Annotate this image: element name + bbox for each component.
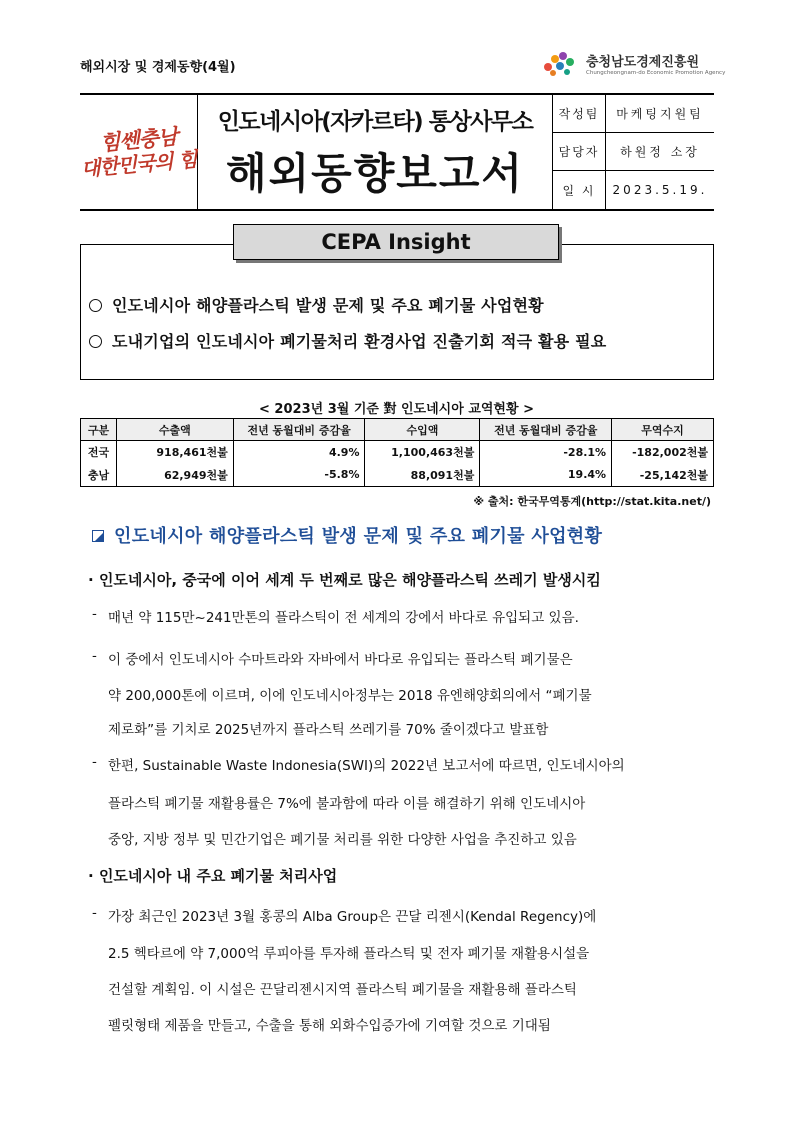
paragraph-line: 약 200,000톤에 이르며, 이에 인도네시아정부는 2018 유엔해양회의에서 “폐기물 bbox=[108, 688, 592, 704]
paragraph-line: 매년 약 115만~241만톤의 플라스틱이 전 세계의 강에서 바다로 유입되고 있음. bbox=[108, 610, 579, 626]
meta-row-date bbox=[552, 171, 714, 209]
table-cell: 19.4% bbox=[480, 464, 612, 487]
paragraph-line: 가장 최근인 2023년 3월 홍콩의 Alba Group은 끈달 리젠시(Kendal Regency)에 bbox=[108, 909, 597, 925]
meta-value: 2023.5.19. bbox=[612, 183, 708, 197]
insight-item-text: 도내기업의 인도네시아 폐기물처리 환경사업 진출기회 적극 활용 필요 bbox=[112, 332, 607, 351]
table-cell: -28.1% bbox=[480, 441, 612, 464]
bullet-mark: · bbox=[88, 867, 94, 885]
paragraph-line: 플라스틱 폐기물 재활용률은 7%에 불과함에 따라 이를 해결하기 위해 인도네시아 bbox=[108, 796, 586, 812]
circle-bullet-icon bbox=[89, 299, 102, 312]
trade-table bbox=[80, 418, 714, 487]
table-cell: -182,002천불 bbox=[612, 441, 714, 464]
insight-title: CEPA Insight bbox=[233, 224, 559, 260]
column-header: 전년 동월대비 증감율 bbox=[233, 419, 365, 441]
source-note: ※ 출처: 한국무역통계(http://stat.kita.net/) bbox=[473, 495, 711, 508]
report-meta-table bbox=[552, 95, 714, 209]
table-cell: 88,091천불 bbox=[365, 464, 480, 487]
section-heading-text: 인도네시아 해양플라스틱 발생 문제 및 주요 폐기물 사업현황 bbox=[114, 526, 603, 547]
agency-name-english: Chungcheongnam-do Economic Promotion Agency bbox=[586, 70, 726, 76]
paragraph-line: 2.5 헥타르에 약 7,000억 루피아를 투자해 플라스틱 및 전자 폐기물 재활용시설을 bbox=[108, 946, 590, 962]
insight-item-text: 인도네시아 해양플라스틱 발생 문제 및 주요 폐기물 사업현황 bbox=[112, 296, 544, 315]
column-header: 전년 동월대비 증감율 bbox=[480, 419, 612, 441]
table-cell: 충남 bbox=[81, 464, 117, 487]
table-cell: -25,142천불 bbox=[612, 464, 714, 487]
dash-mark: - bbox=[92, 905, 97, 921]
bullet-heading-text: 인도네시아, 중국에 이어 세계 두 번째로 많은 해양플라스틱 쓰레기 발생시킴 bbox=[98, 571, 601, 589]
bullet-heading bbox=[88, 569, 601, 590]
section-marker-icon bbox=[92, 530, 104, 542]
column-header: 수출액 bbox=[116, 419, 233, 441]
trade-table-caption: < 2023년 3월 기준 對 인도네시아 교역현황 > bbox=[259, 402, 534, 417]
paragraph-line: 제로화”를 기치로 2025년까지 플라스틱 쓰레기를 70% 줄이겠다고 발표함 bbox=[108, 722, 549, 738]
column-header: 무역수지 bbox=[612, 419, 714, 441]
report-header bbox=[80, 93, 714, 211]
meta-label: 담당자 bbox=[553, 133, 606, 170]
table-cell: 전국 bbox=[81, 441, 117, 464]
circle-bullet-icon bbox=[89, 335, 102, 348]
paragraph-line: 이 중에서 인도네시아 수마트라와 자바에서 바다로 유입되는 플라스틱 폐기물은 bbox=[108, 652, 573, 668]
dash-mark: - bbox=[92, 606, 97, 622]
report-title: 해외동향보고서 bbox=[225, 149, 524, 198]
dash-mark: - bbox=[92, 754, 97, 770]
table-cell: -5.8% bbox=[233, 464, 365, 487]
insight-item bbox=[89, 329, 606, 352]
section-heading bbox=[92, 522, 602, 548]
header-titles bbox=[198, 95, 552, 209]
table-header-row bbox=[81, 419, 714, 441]
table-cell: 918,461천불 bbox=[116, 441, 233, 464]
slogan-line-1: 힘쎈충남 bbox=[98, 124, 178, 156]
bullet-mark: · bbox=[88, 571, 94, 589]
report-series-label: 해외시장 및 경제동향(4월) bbox=[80, 60, 236, 75]
dash-mark: - bbox=[92, 648, 97, 664]
insight-item bbox=[89, 293, 544, 316]
table-cell: 62,949천불 bbox=[116, 464, 233, 487]
agency-logo bbox=[540, 48, 726, 84]
paragraph-line: 한편, Sustainable Waste Indonesia(SWI)의 2022년 보고서에 따르면, 인도네시아의 bbox=[108, 758, 625, 774]
bullet-heading-text: 인도네시아 내 주요 폐기물 처리사업 bbox=[98, 867, 338, 885]
table-cell: 4.9% bbox=[233, 441, 365, 464]
agency-logo-icon bbox=[540, 50, 580, 78]
meta-row-author bbox=[552, 133, 714, 171]
agency-name: 충청남도경제진흥원 bbox=[586, 55, 700, 70]
table-cell: 1,100,463천불 bbox=[365, 441, 480, 464]
column-header: 구분 bbox=[81, 419, 117, 441]
meta-value: 하원정 소장 bbox=[620, 145, 700, 159]
slogan-logo bbox=[80, 95, 198, 209]
meta-label: 작성팀 bbox=[553, 95, 606, 132]
meta-value: 마케팅지원팀 bbox=[616, 107, 704, 121]
meta-row-team bbox=[552, 95, 714, 133]
office-name: 인도네시아(자카르타) 통상사무소 bbox=[217, 109, 533, 135]
meta-label: 일 시 bbox=[553, 171, 606, 209]
table-row bbox=[81, 464, 714, 487]
slogan-line-2: 대한민국의 힘 bbox=[79, 146, 198, 181]
bullet-heading bbox=[88, 865, 337, 886]
column-header: 수입액 bbox=[365, 419, 480, 441]
table-row bbox=[81, 441, 714, 464]
paragraph-line: 건설할 계획임. 이 시설은 끈달리젠시지역 플라스틱 폐기물을 재활용해 플라스틱 bbox=[108, 982, 577, 998]
insight-box bbox=[80, 244, 714, 380]
paragraph-line: 중앙, 지방 정부 및 민간기업은 폐기물 처리를 위한 다양한 사업을 추진하고 있음 bbox=[108, 832, 577, 848]
paragraph-line: 펠릿형태 제품을 만들고, 수출을 통해 외화수입증가에 기여할 것으로 기대됨 bbox=[108, 1018, 551, 1034]
